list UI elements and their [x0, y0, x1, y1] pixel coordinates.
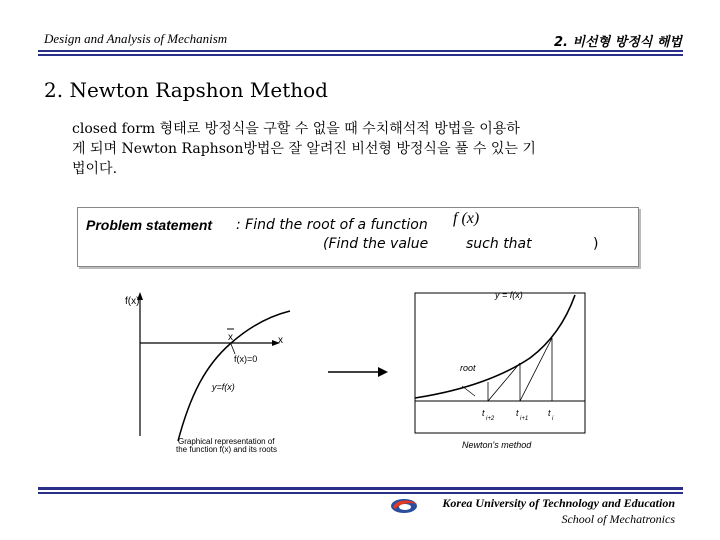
plot-frame [415, 293, 585, 433]
paragraph-line: closed form 형태로 방정식을 구할 수 없을 때 수치해석적 방법을 이용하 [72, 121, 520, 137]
root-label: x [228, 332, 233, 343]
problem-statement-box [77, 207, 639, 267]
header-section-title: 2. 비선형 방정식 해법 [553, 35, 682, 50]
problem-label: Problem statement [86, 217, 213, 233]
figure-caption-line2: the function f(x) and its roots [176, 445, 277, 454]
tangent-line [488, 363, 520, 401]
university-logo-icon [389, 497, 419, 515]
tick-subscript: i [552, 416, 554, 422]
fx-zero-label: f(x)=0 [234, 354, 258, 364]
problem-text-find-root: : Find the root of a function [236, 217, 428, 233]
problem-close-paren: ) [593, 236, 599, 252]
curve-label: y=f(x) [212, 382, 235, 392]
root-label: root [460, 363, 476, 373]
root-pointer [231, 344, 235, 354]
tick-label-t: t [516, 408, 519, 418]
function-symbol: f (x) [453, 210, 480, 227]
paragraph-line: 게 되며 Newton Raphson방법은 잘 알려진 비선형 방정식을 풀 수 있는 기 [72, 141, 536, 157]
paragraph-line: 법이다. [72, 161, 118, 177]
footer-divider-bottom [38, 492, 683, 494]
curve-label: y = f(x) [495, 290, 523, 300]
tangent-line [520, 338, 552, 401]
header-course-title: Design and Analysis of Mechanism [44, 31, 228, 46]
x-axis-label: x [278, 335, 283, 346]
figure-caption: Newton's method [462, 440, 532, 450]
tick-label-t: t [548, 408, 551, 418]
footer-school-name: School of Mechatronics [561, 512, 675, 526]
right-arrow-icon [328, 362, 390, 382]
intro-paragraph [72, 119, 632, 179]
slide-title: 2. Newton Rapshon Method [44, 78, 328, 102]
root-graph-figure [120, 286, 310, 456]
root-pointer [462, 386, 475, 396]
newton-method-figure [400, 283, 590, 468]
y-axis-label: f(x) [125, 296, 140, 307]
function-curve [178, 311, 290, 441]
footer-divider-top [38, 487, 683, 490]
function-curve [415, 295, 575, 398]
problem-text-find-value: (Find the value [323, 236, 429, 252]
figure-caption-line1: Graphical representation of [178, 437, 275, 446]
problem-text-such-that: such that [466, 236, 532, 252]
header-divider-top [38, 50, 683, 52]
tick-label-t: t [482, 408, 485, 418]
footer-university-name: Korea University of Technology and Education [442, 496, 675, 510]
header-divider-bottom [38, 54, 683, 56]
tick-subscript: i+1 [520, 416, 529, 422]
tick-subscript: i+2 [486, 416, 495, 422]
